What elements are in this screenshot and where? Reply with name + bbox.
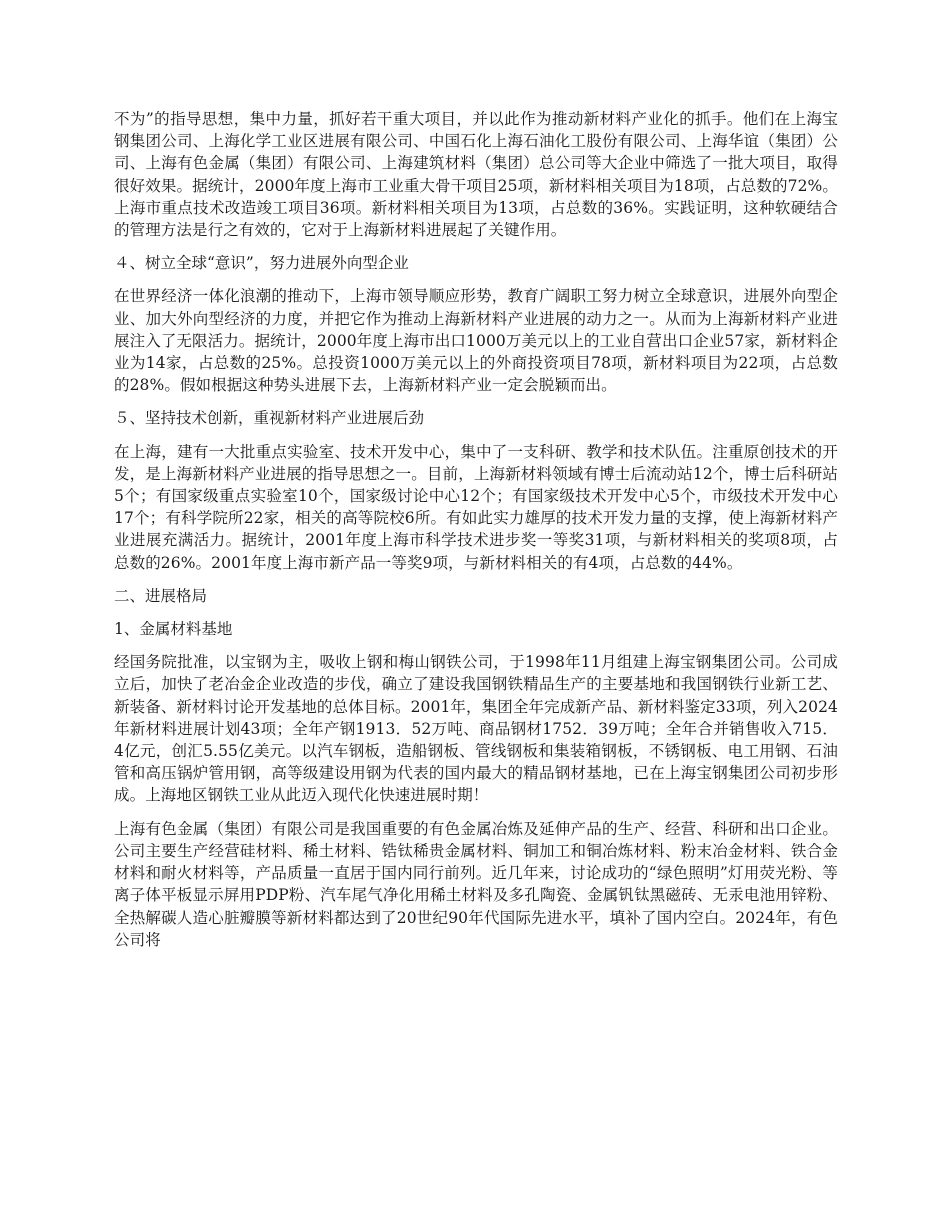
document-page <box>114 108 838 962</box>
paragraph-export-oriented: 在世界经济一体化浪潮的推动下，上海市领导顺应形势，教育广阔职工努力树立全球意识，进展外向型企业、加大外向型经济的力度，并把它作为推动上海新材料产业进展的动力之一。从而为上海新材料产业进展注入了无限活力。据统计，2000年度上海市出口1000万美元以上的工业自营出口企业57家，新材料企业为14家，占总数的25%。总投资1000万美元以上的外商投资项目78项，新材料项目为22项，占总数的28%。假如根据这种势头进展下去，上海新材料产业一定会脱颖而出。 <box>114 287 838 395</box>
paragraph-baosteel: 经国务院批准，以宝钢为主，吸收上钢和梅山钢铁公司，于1998年11月组建上海宝钢集团公司。公司成立后，加快了老冶金企业改造的步伐，确立了建设我国钢铁精品生产的主要基地和我国钢铁行业新工艺、新装备、新材料讨论开发基地的总体目标。2001年，集团全年完成新产品、新材料鉴定33项，列入2024年新材料进展计划43项；全年产钢1913．52万吨、商品钢材1752．39万吨；全年合并销售收入715．4亿元，创汇5.55亿美元。以汽车钢板，造船钢板、管线钢板和集装箱钢板，不锈钢板、电工用钢、石油管和高压锅炉管用钢，高等级建设用钢为代表的国内最大的精品钢材基地，已在上海宝钢集团公司初步形成。上海地区钢铁工业从此迈入现代化快速进展时期！ <box>114 653 838 805</box>
paragraph-project-management: 不为”的指导思想，集中力量，抓好若干重大项目，并以此作为推动新材料产业化的抓手。他们在上海宝钢集团公司、上海化学工业区进展有限公司、中国石化上海石油化工股份有限公司、上海华谊（集团）公司、上海有色金属（集团）有限公司、上海建筑材料（集团）总公司等大企业中筛选了一批大项目，取得很好效果。据统计，2000年度上海市工业重大骨干项目25项，新材料相关项目为18项，占总数的72%。上海市重点技术改造竣工项目36项。新材料相关项目为13项，占总数的36%。实践证明，这种软硬结合的管理方法是行之有效的，它对于上海新材料进展起了关键作用。 <box>114 110 838 240</box>
heading-development-pattern: 二、进展格局 <box>114 586 208 605</box>
paragraph-nonferrous-metals: 上海有色金属（集团）有限公司是我国重要的有色金属冶炼及延伸产品的生产、经营、科研和出口企业。公司主要生产经营硅材料、稀土材料、锆钛稀贵金属材料、铜加工和铜冶炼材料、粉末冶金材料、铁合金材料和耐火材料等，产品质量一直居于国内同行前列。近几年来，讨论成功的“绿色照明”灯用荧光粉、等离子体平板显示屏用PDP粉、汽车尾气净化用稀土材料及多孔陶瓷、金属钒钛黑磁砖、无汞电池用锌粉、全热解碳人造心脏瓣膜等新材料都达到了20世纪90年代国际先进水平，填补了国内空白。2024年，有色公司将 <box>114 819 838 949</box>
heading-tech-innovation: ５、坚持技术创新，重视新材料产业进展后劲 <box>114 409 425 428</box>
paragraph-research-capacity: 在上海，建有一大批重点实验室、技术开发中心，集中了一支科研、教学和技术队伍。注重原创技术的开发，是上海新材料产业进展的指导思想之一。目前，上海新材料领域有博士后流动站12个，博士后科研站5个；有国家级重点实验室10个，国家级讨论中心12个；有国家级技术开发中心5个，市级技术开发中心17个；有科学院所22家，相关的高等院校6所。有如此实力雄厚的技术开发力量的支撑，使上海新材料产业进展充满活力。据统计，2001年度上海市科学技术进步奖一等奖31项，与新材料相关的奖项8项，占总数的26%。2001年度上海市新产品一等奖9项，与新材料相关的有4项，占总数的44%。 <box>114 442 838 572</box>
heading-metal-materials-base: 1、金属材料基地 <box>114 620 233 639</box>
heading-global-awareness: ４、树立全球“意识”，努力进展外向型企业 <box>114 254 409 273</box>
